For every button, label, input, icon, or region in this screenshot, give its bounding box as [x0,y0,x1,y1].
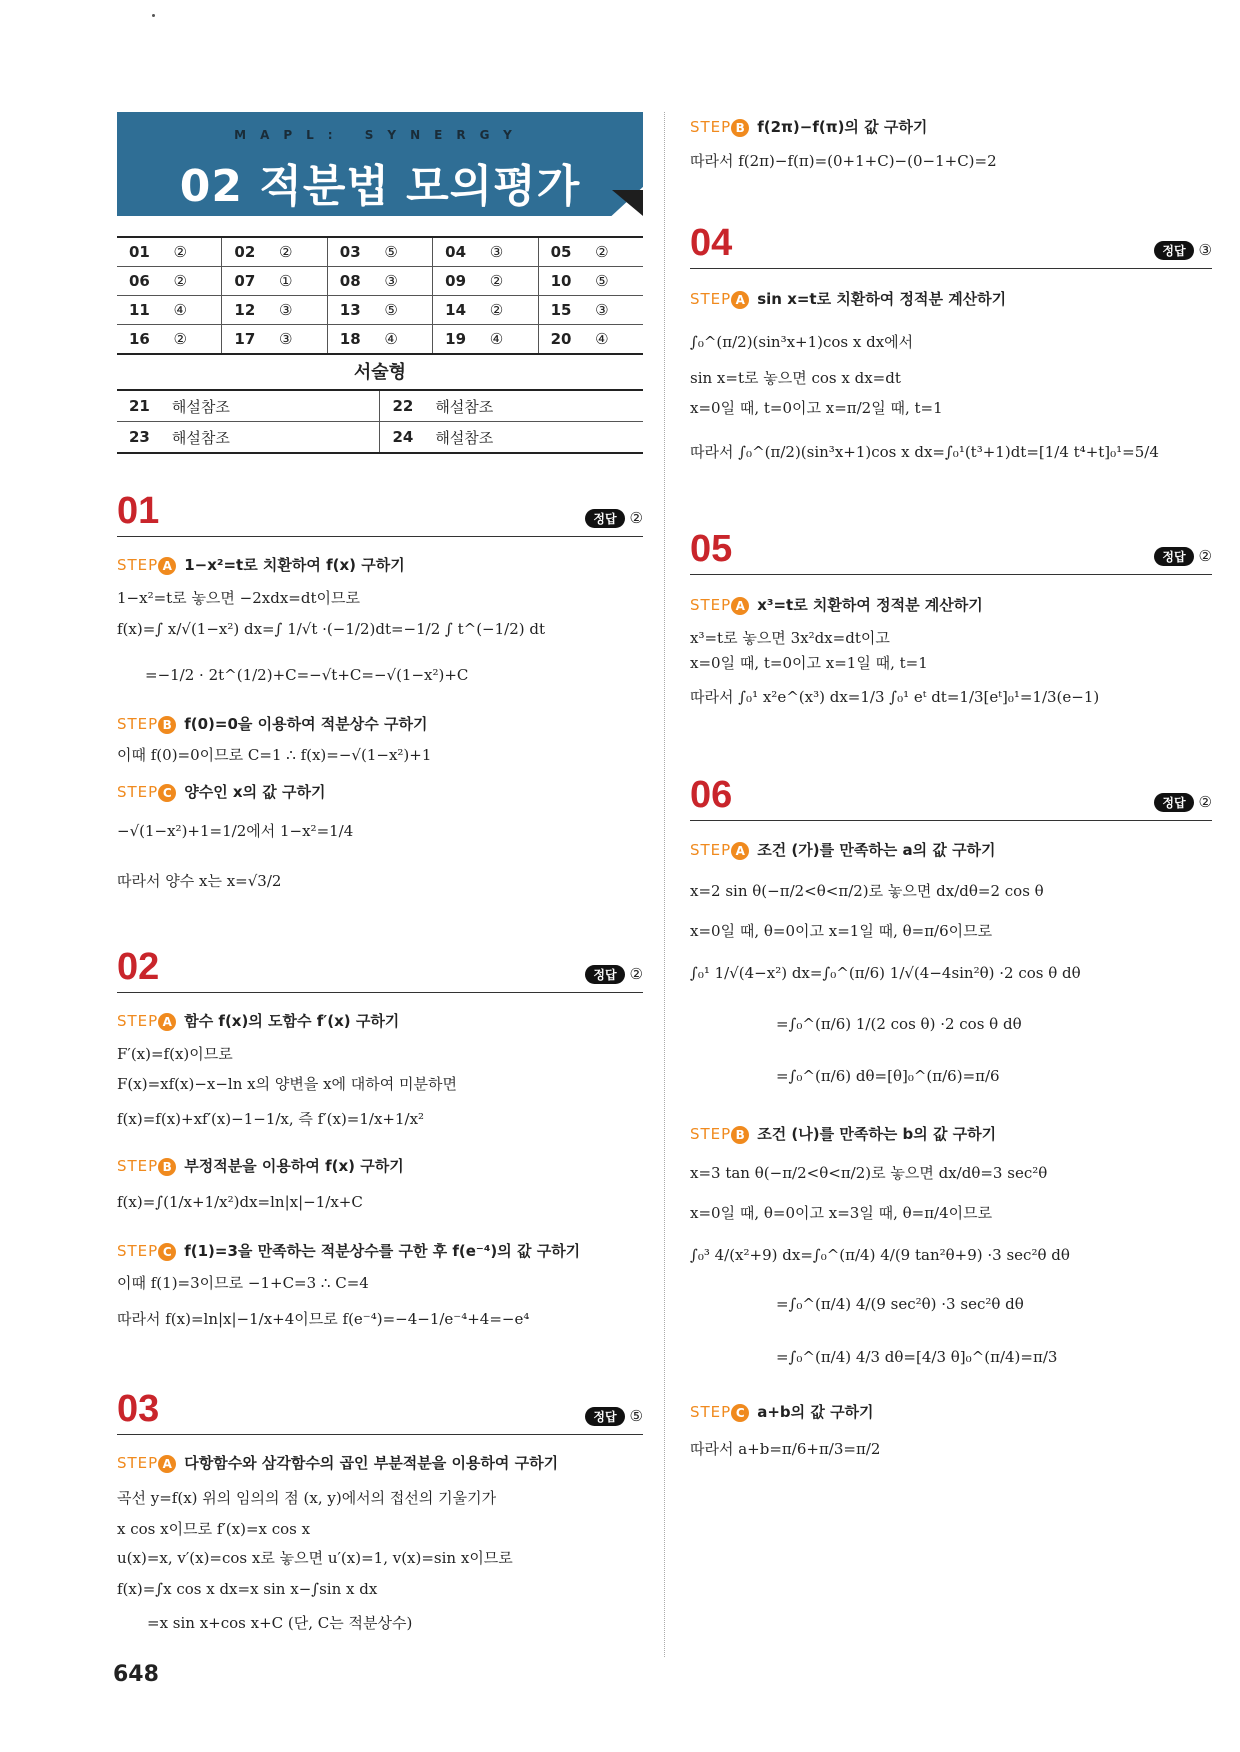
answer-choice-cell: ② [162,325,222,355]
answer-choice-cell: ② [583,237,643,267]
question-number: 06 [690,774,733,816]
solution-line: =∫₀^(π/4) 4/(9 sec²θ) ·3 sec²θ dθ [776,1295,1024,1313]
step-word: STEP [690,1403,732,1421]
answer-row [117,325,643,355]
question-04-header [690,220,1212,269]
question-number-cell: 05 [538,237,583,267]
solution-line: f(x)=∫(1/x+1/x²)dx=ln|x|−1/x+C [117,1193,363,1211]
answer-choice-cell: ④ [372,325,432,355]
step-title: x³=t로 치환하여 정적분 계산하기 [757,596,983,614]
step-b: STEP B f(0)=0을 이용하여 적분상수 구하기 [117,715,428,733]
answer-value: ③ [1198,241,1212,259]
answer-choice-cell: ④ [478,325,538,355]
question-number-cell: 11 [117,296,162,325]
step-title: 다항함수와 삼각함수의 곱인 부분적분을 이용하여 구하기 [184,1454,559,1472]
solution-line: 따라서 a+b=π/6+π/3=π/2 [690,1440,881,1458]
answer-choice-cell: ④ [162,296,222,325]
step-title: 양수인 x의 값 구하기 [184,783,326,801]
step-title: 부정적분을 이용하여 f(x) 구하기 [184,1157,404,1175]
answer-choice-cell: ③ [267,296,327,325]
step-word: STEP [690,1125,732,1143]
answer-row [117,267,643,296]
question-number-cell: 15 [538,296,583,325]
step-title: f(2π)−f(π)의 값 구하기 [757,118,928,136]
step-a: STEP A 조건 (가)를 만족하는 a의 값 구하기 [690,841,996,859]
solution-line: sin x=t로 놓으면 cos x dx=dt [690,369,901,387]
step-title: f(0)=0을 이용하여 적분상수 구하기 [184,715,428,733]
solution-line: ∫₀¹ 1/√(4−x²) dx=∫₀^(π/6) 1/√(4−4sin²θ) ·2 cos θ dθ [690,964,1081,982]
step-a: STEP A 다항함수와 삼각함수의 곱인 부분적분을 이용하여 구하기 [117,1454,559,1472]
question-number: 03 [117,1388,160,1430]
step-word: STEP [690,290,732,308]
step-word: STEP [117,715,159,733]
question-01-header [117,488,643,537]
essay-table [117,389,643,454]
page-title: 02 적분법 모의평가 [179,161,581,212]
essay-answer: 해설참조 [160,422,380,454]
step-title: f(1)=3을 만족하는 적분상수를 구한 후 f(e⁻⁴)의 값 구하기 [184,1242,581,1260]
answer-label: 정답 [585,1407,624,1426]
essay-answer: 해설참조 [423,422,643,454]
step-word: STEP [690,596,732,614]
answer-choice-cell: ② [162,237,222,267]
step-title: 함수 f(x)의 도함수 f′(x) 구하기 [184,1012,400,1030]
answer-choice-cell: ④ [583,325,643,355]
answer-choice-cell: ② [478,296,538,325]
step-word: STEP [117,1242,159,1260]
answer-value: ② [1198,547,1212,565]
solution-line: F′(x)=f(x)이므로 [117,1045,233,1063]
column-divider [664,112,665,1657]
step-title: 조건 (나)를 만족하는 b의 값 구하기 [757,1125,997,1143]
question-05-header [690,526,1212,575]
solution-line: x cos x이므로 f′(x)=x cos x [117,1520,311,1538]
solution-line: x=3 tan θ(−π/2<θ<π/2)로 놓으면 dx/dθ=3 sec²θ [690,1164,1048,1182]
step-b: STEP B f(2π)−f(π)의 값 구하기 [690,118,928,136]
essay-number: 24 [380,422,423,454]
step-word: STEP [117,1012,159,1030]
question-number: 04 [690,222,733,264]
step-word: STEP [690,841,732,859]
question-number-cell: 12 [222,296,267,325]
solution-line: 따라서 ∫₀¹ x²e^(x³) dx=1/3 ∫₀¹ eᵗ dt=1/3[eᵗ]₀¹=1/3(e−1) [690,688,1100,706]
step-word: STEP [117,1454,159,1472]
question-02-header [117,944,643,993]
solution-line: =x sin x+cos x+C (단, C는 적분상수) [147,1614,413,1632]
answer-value: ② [629,509,643,527]
solution-line: =∫₀^(π/6) dθ=[θ]₀^(π/6)=π/6 [776,1067,1000,1085]
answer-choice-cell: ② [478,267,538,296]
answer-label: 정답 [585,509,624,528]
step-title: a+b의 값 구하기 [757,1403,874,1421]
solution-line: F(x)=xf(x)−x−ln x의 양변을 x에 대하여 미분하면 [117,1075,458,1093]
question-number-cell: 19 [433,325,478,355]
answer-choice-cell: ③ [267,325,327,355]
answer-badge [1154,547,1212,566]
step-a: STEP A 함수 f(x)의 도함수 f′(x) 구하기 [117,1012,400,1030]
step-title: 1−x²=t로 치환하여 f(x) 구하기 [184,556,405,574]
step-word: STEP [690,118,732,136]
answer-value: ⑤ [629,1407,643,1425]
answer-choice-cell: ② [267,237,327,267]
answer-choice-cell: ③ [583,296,643,325]
solution-line: x=2 sin θ(−π/2<θ<π/2)로 놓으면 dx/dθ=2 cos θ [690,882,1044,900]
solution-line: 따라서 양수 x는 x=√3/2 [117,872,282,890]
step-a: STEP A x³=t로 치환하여 정적분 계산하기 [690,596,983,614]
answer-choice-cell: ⑤ [372,237,432,267]
solution-line: 곡선 y=f(x) 위의 임의의 점 (x, y)에서의 접선의 기울기가 [117,1489,497,1507]
answer-badge [585,509,643,528]
question-06-header [690,772,1212,821]
essay-heading: 서술형 [353,362,407,383]
step-word: STEP [117,783,159,801]
step-a: STEP A sin x=t로 치환하여 정적분 계산하기 [690,290,1007,308]
question-number-cell: 13 [327,296,372,325]
answer-choice-cell: ② [162,267,222,296]
answer-row [117,237,643,267]
question-number-cell: 09 [433,267,478,296]
solution-line: −√(1−x²)+1=1/2에서 1−x²=1/4 [117,822,354,840]
answer-label: 정답 [1154,241,1193,260]
solution-line: 이때 f(0)=0이므로 C=1 ∴ f(x)=−√(1−x²)+1 [117,746,432,764]
solution-line: 따라서 f(2π)−f(π)=(0+1+C)−(0−1+C)=2 [690,152,997,170]
solution-line: ∫₀³ 4/(x²+9) dx=∫₀^(π/4) 4/(9 tan²θ+9) ·3 sec²θ dθ [690,1246,1070,1264]
answer-badge [585,1407,643,1426]
question-number-cell: 02 [222,237,267,267]
solution-line: x³=t로 놓으면 3x²dx=dt이고 [690,629,890,647]
question-number-cell: 16 [117,325,162,355]
essay-row [117,422,643,454]
solution-line: 따라서 f(x)=ln|x|−1/x+4이므로 f(e⁻⁴)=−4−1/e⁻⁴+4=−e⁴ [117,1310,530,1328]
essay-answer: 해설참조 [160,390,380,422]
question-number-cell: 03 [327,237,372,267]
solution-line: 따라서 ∫₀^(π/2)(sin³x+1)cos x dx=∫₀¹(t³+1)dt=[1/4 t⁴+t]₀¹=5/4 [690,443,1159,461]
question-number-cell: 18 [327,325,372,355]
page-number: 648 [113,1662,159,1687]
answer-row [117,296,643,325]
question-number: 02 [117,946,160,988]
answer-badge [1154,241,1212,260]
question-number-cell: 14 [433,296,478,325]
solution-line: =∫₀^(π/6) 1/(2 cos θ) ·2 cos θ dθ [776,1015,1022,1033]
essay-row [117,390,643,422]
essay-number: 21 [117,390,160,422]
question-number-cell: 06 [117,267,162,296]
step-a: STEP A 1−x²=t로 치환하여 f(x) 구하기 [117,556,405,574]
step-word: STEP [117,1157,159,1175]
solution-line: =∫₀^(π/4) 4/3 dθ=[4/3 θ]₀^(π/4)=π/3 [776,1348,1058,1366]
solution-line: x=0일 때, t=0이고 x=1일 때, t=1 [690,654,928,672]
solution-line: =−1/2 · 2t^(1/2)+C=−√t+C=−√(1−x²)+C [145,666,469,684]
answer-choice-cell: ③ [478,237,538,267]
answer-choice-cell: ⑤ [583,267,643,296]
question-number-cell: 10 [538,267,583,296]
answer-choice-cell: ① [267,267,327,296]
answer-label: 정답 [1154,793,1193,812]
answer-label: 정답 [585,965,624,984]
step-word: STEP [117,556,159,574]
solution-line: x=0일 때, θ=0이고 x=1일 때, θ=π/6이므로 [690,922,993,940]
question-number-cell: 08 [327,267,372,296]
step-title: 조건 (가)를 만족하는 a의 값 구하기 [757,841,996,859]
step-c: STEP C f(1)=3을 만족하는 적분상수를 구한 후 f(e⁻⁴)의 값 구하기 [117,1242,581,1260]
step-c: STEP C 양수인 x의 값 구하기 [117,783,326,801]
solution-line: f(x)=∫ x/√(1−x²) dx=∫ 1/√t ·(−1/2)dt=−1/2 ∫ t^(−1/2) dt [117,620,546,638]
answer-value: ② [1198,793,1212,811]
series-label: MAPL: SYNERGY [234,128,526,142]
answer-label: 정답 [1154,547,1193,566]
question-number: 05 [690,528,733,570]
scan-dot [152,14,155,17]
question-number-cell: 17 [222,325,267,355]
solution-line: u(x)=x, v′(x)=cos x로 놓으면 u′(x)=1, v(x)=sin x이므로 [117,1549,513,1567]
answer-choice-cell: ③ [372,267,432,296]
question-03-header [117,1386,643,1435]
solution-line: f(x)=f(x)+xf′(x)−1−1/x, 즉 f′(x)=1/x+1/x² [117,1110,425,1128]
essay-number: 23 [117,422,160,454]
solution-line: 1−x²=t로 놓으면 −2xdx=dt이므로 [117,589,360,607]
answer-value: ② [629,965,643,983]
answer-choice-cell: ⑤ [372,296,432,325]
question-number-cell: 07 [222,267,267,296]
solution-line: x=0일 때, t=0이고 x=π/2일 때, t=1 [690,399,943,417]
answer-table [117,236,643,355]
essay-answer: 해설참조 [423,390,643,422]
answer-badge [585,965,643,984]
question-number-cell: 20 [538,325,583,355]
solution-line: f(x)=∫x cos x dx=x sin x−∫sin x dx [117,1580,378,1598]
essay-number: 22 [380,390,423,422]
solution-line: x=0일 때, θ=0이고 x=3일 때, θ=π/4이므로 [690,1204,993,1222]
step-c: STEP C a+b의 값 구하기 [690,1403,874,1421]
step-title: sin x=t로 치환하여 정적분 계산하기 [757,290,1007,308]
answer-badge [1154,793,1212,812]
step-b: STEP B 부정적분을 이용하여 f(x) 구하기 [117,1157,404,1175]
solution-line: ∫₀^(π/2)(sin³x+1)cos x dx에서 [690,333,914,351]
question-number-cell: 04 [433,237,478,267]
solution-line: 이때 f(1)=3이므로 −1+C=3 ∴ C=4 [117,1274,369,1292]
step-b: STEP B 조건 (나)를 만족하는 b의 값 구하기 [690,1125,997,1143]
question-number-cell: 01 [117,237,162,267]
question-number: 01 [117,490,160,532]
